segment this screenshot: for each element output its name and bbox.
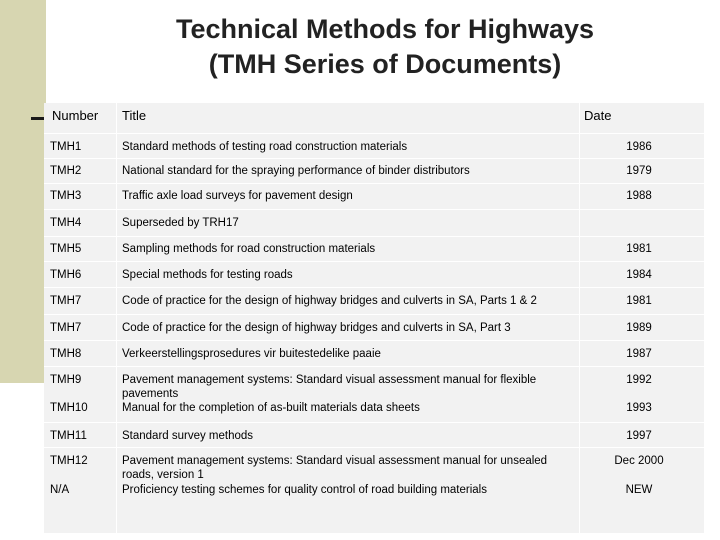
cell-title-secondary: Manual for the completion of as-built materials data sheets bbox=[122, 402, 420, 414]
cell-number-secondary: TMH10 bbox=[50, 402, 88, 414]
bullet-marker bbox=[31, 117, 45, 120]
table-row bbox=[44, 447, 704, 533]
cell-number: TMH5 bbox=[50, 243, 82, 255]
table-row bbox=[44, 183, 704, 209]
table-row bbox=[44, 366, 704, 422]
cell-title: Traffic axle load surveys for pavement design bbox=[122, 190, 353, 202]
cell-date-secondary: NEW bbox=[625, 484, 653, 496]
cell-number: TMH12 bbox=[50, 455, 88, 467]
cell-title: Standard methods of testing road construction materials bbox=[122, 141, 408, 153]
cell-number: TMH9 bbox=[50, 374, 82, 386]
table-row bbox=[44, 158, 704, 183]
header-date: Date bbox=[584, 108, 612, 123]
cell-title: Code of practice for the design of highway bridges and culverts in SA, Part 3 bbox=[122, 322, 511, 334]
cell-date: 1987 bbox=[626, 348, 652, 360]
cell-date: 1981 bbox=[626, 295, 652, 307]
header-title: Title bbox=[122, 108, 147, 123]
cell-title: Standard survey methods bbox=[122, 430, 254, 442]
cell-date: 1992 bbox=[626, 374, 652, 386]
cell-number: TMH6 bbox=[50, 269, 82, 281]
cell-title: Superseded by TRH17 bbox=[122, 217, 239, 229]
cell-number: TMH11 bbox=[50, 430, 87, 442]
table-row bbox=[44, 340, 704, 366]
cell-date: 1989 bbox=[626, 322, 652, 334]
table-row bbox=[44, 236, 704, 261]
cell-number: TMH8 bbox=[50, 348, 82, 360]
slide-title-line2: (TMH Series of Documents) bbox=[208, 49, 562, 79]
cell-date: 1988 bbox=[626, 190, 652, 202]
cell-title: Pavement management systems: Standard visual assessment manual for flexible pavements bbox=[122, 374, 537, 400]
table-row bbox=[44, 209, 704, 236]
cell-number: TMH2 bbox=[50, 165, 82, 177]
cell-date: 1986 bbox=[626, 141, 652, 153]
cell-number: TMH7 bbox=[50, 322, 82, 334]
table-row bbox=[44, 287, 704, 314]
table-row bbox=[44, 314, 704, 340]
cell-title: Verkeerstellingsprosedures vir buitestedelike paaie bbox=[122, 348, 381, 360]
cell-date-secondary: 1993 bbox=[626, 402, 652, 414]
cell-date: 1984 bbox=[626, 269, 652, 281]
cell-date: 1979 bbox=[626, 165, 652, 177]
cell-title-secondary: Proficiency testing schemes for quality control of road building materials bbox=[122, 484, 487, 496]
cell-number: TMH1 bbox=[50, 141, 82, 153]
cell-number: TMH3 bbox=[50, 190, 82, 202]
cell-date: Dec 2000 bbox=[614, 455, 664, 467]
cell-number: TMH4 bbox=[50, 217, 82, 229]
header-number: Number bbox=[52, 108, 99, 123]
cell-number: TMH7 bbox=[50, 295, 82, 307]
cell-title: Pavement management systems: Standard visual assessment manual for unsealed roads, version 1 bbox=[122, 455, 548, 481]
table-row bbox=[44, 261, 704, 287]
table-row bbox=[44, 422, 704, 447]
cell-date: 1981 bbox=[626, 243, 652, 255]
cell-title: National standard for the spraying performance of binder distributors bbox=[122, 165, 470, 177]
table-row bbox=[44, 133, 704, 158]
cell-number-secondary: N/A bbox=[50, 484, 70, 496]
slide-title bbox=[130, 12, 640, 82]
slide-title-line1: Technical Methods for Highways bbox=[175, 14, 595, 44]
cell-title: Special methods for testing roads bbox=[122, 269, 293, 281]
cell-date: 1997 bbox=[626, 430, 652, 442]
cell-title: Sampling methods for road construction materials bbox=[122, 243, 376, 255]
tmh-documents-table bbox=[44, 103, 704, 533]
slide-accent-bar bbox=[0, 0, 46, 383]
cell-title: Code of practice for the design of highway bridges and culverts in SA, Parts 1 & 2 bbox=[122, 295, 537, 307]
